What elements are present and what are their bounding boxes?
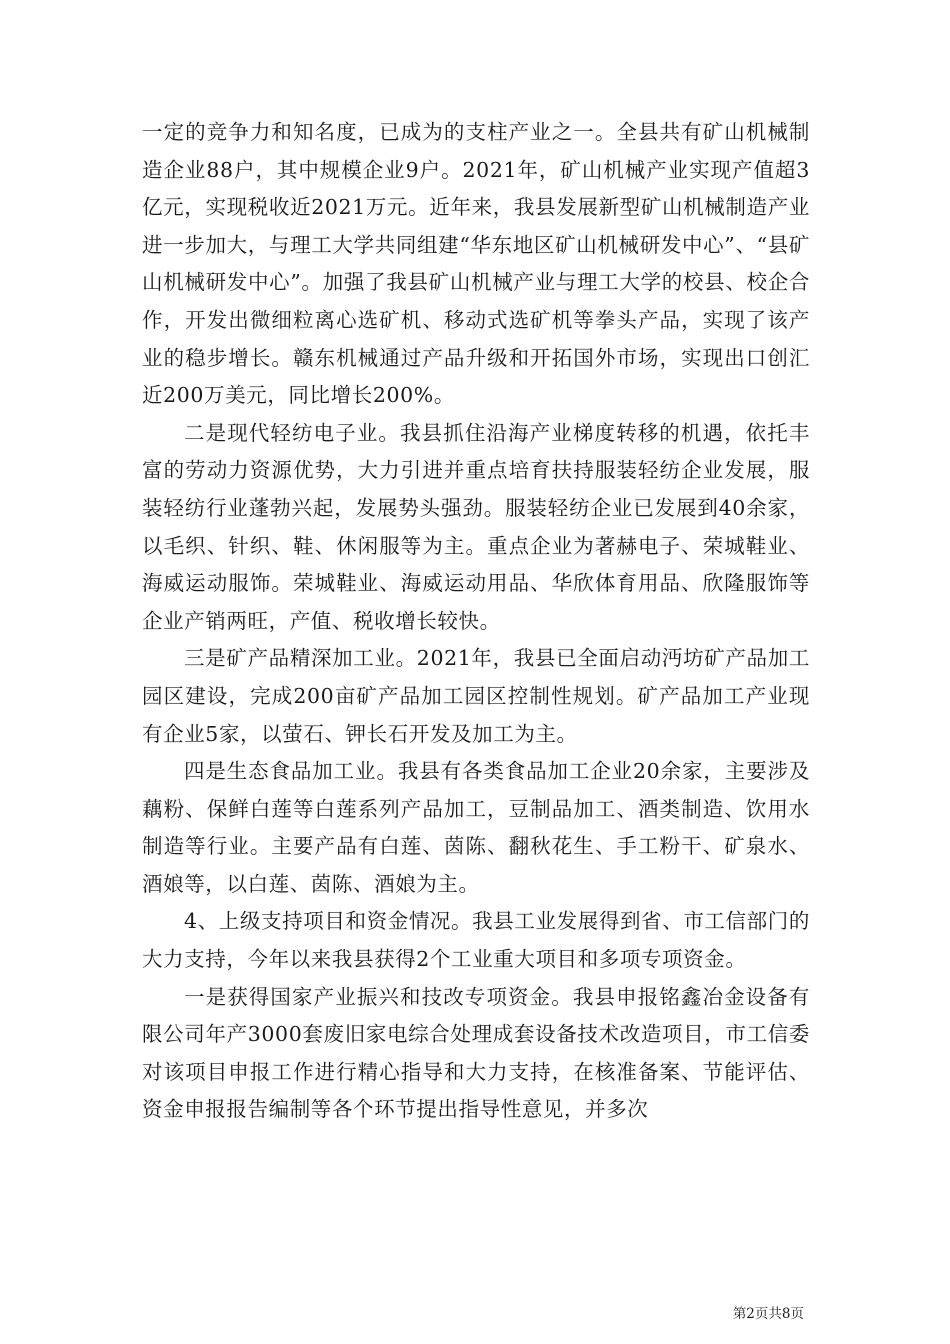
document-body [142, 114, 810, 1129]
paragraph-mineral-processing: 三是矿产品精深加工业。2021年，我县已全面启动沔坊矿产品加工园区建设，完成200亩矿产品加工园区控制性规划。矿产品加工产业现有企业5家，以萤石、钾长石开发及加工为主。 [142, 646, 810, 746]
paragraph-superior-support: 4、上级支持项目和资金情况。我县工业发展得到省、市工信部门的大力支持，今年以来我县获得2个工业重大项目和多项专项资金。 [142, 909, 810, 972]
paragraph-mining-machinery: 一定的竞争力和知名度，已成为的支柱产业之一。全县共有矿山机械制造企业88户，其中规模企业9户。2021年，矿山机械产业实现产值超3亿元，实现税收近2021万元。近年来，我县发展新型矿山机械制造产业进一步加大，与理工大学共同组建“华东地区矿山机械研发中心”、“县矿山机械研发中心”。加强了我县矿山机械产业与理工大学的校县、校企合作，开发出微细粒离心选矿机、移动式选矿机等拳头产品，实现了该产业的稳步增长。赣东机械通过产品升级和开拓国外市场，实现出口创汇近200万美元，同比增长200%。 [142, 120, 810, 408]
paragraph-textile-electronics: 二是现代轻纺电子业。我县抓住沿海产业梯度转移的机遇，依托丰富的劳动力资源优势，大力引进并重点培育扶持服装轻纺企业发展，服装轻纺行业蓬勃兴起，发展势头强劲。服装轻纺企业已发展到40余家，以毛织、针织、鞋、休闲服等为主。重点企业为著赫电子、荣城鞋业、海威运动服饰。荣城鞋业、海威运动用品、华欣体育用品、欣隆服饰等企业产销两旺，产值、税收增长较快。 [142, 420, 810, 633]
paragraph-national-funds: 一是获得国家产业振兴和技改专项资金。我县申报铭鑫冶金设备有限公司年产3000套废旧家电综合处理成套设备技术改造项目，市工信委对该项目申报工作进行精心指导和大力支持，在核准备案、节能评估、资金申报报告编制等各个环节提出指导性意见，并多次 [142, 984, 810, 1122]
page-number-footer: 第2页共8页 [732, 1306, 804, 1322]
paragraph-food-processing: 四是生态食品加工业。我县有各类食品加工企业20余家，主要涉及藕粉、保鲜白莲等白莲系列产品加工，豆制品加工、酒类制造、饮用水制造等行业。主要产品有白莲、茵陈、翻秋花生、手工粉干、矿泉水、酒娘等，以白莲、茵陈、酒娘为主。 [142, 759, 810, 896]
